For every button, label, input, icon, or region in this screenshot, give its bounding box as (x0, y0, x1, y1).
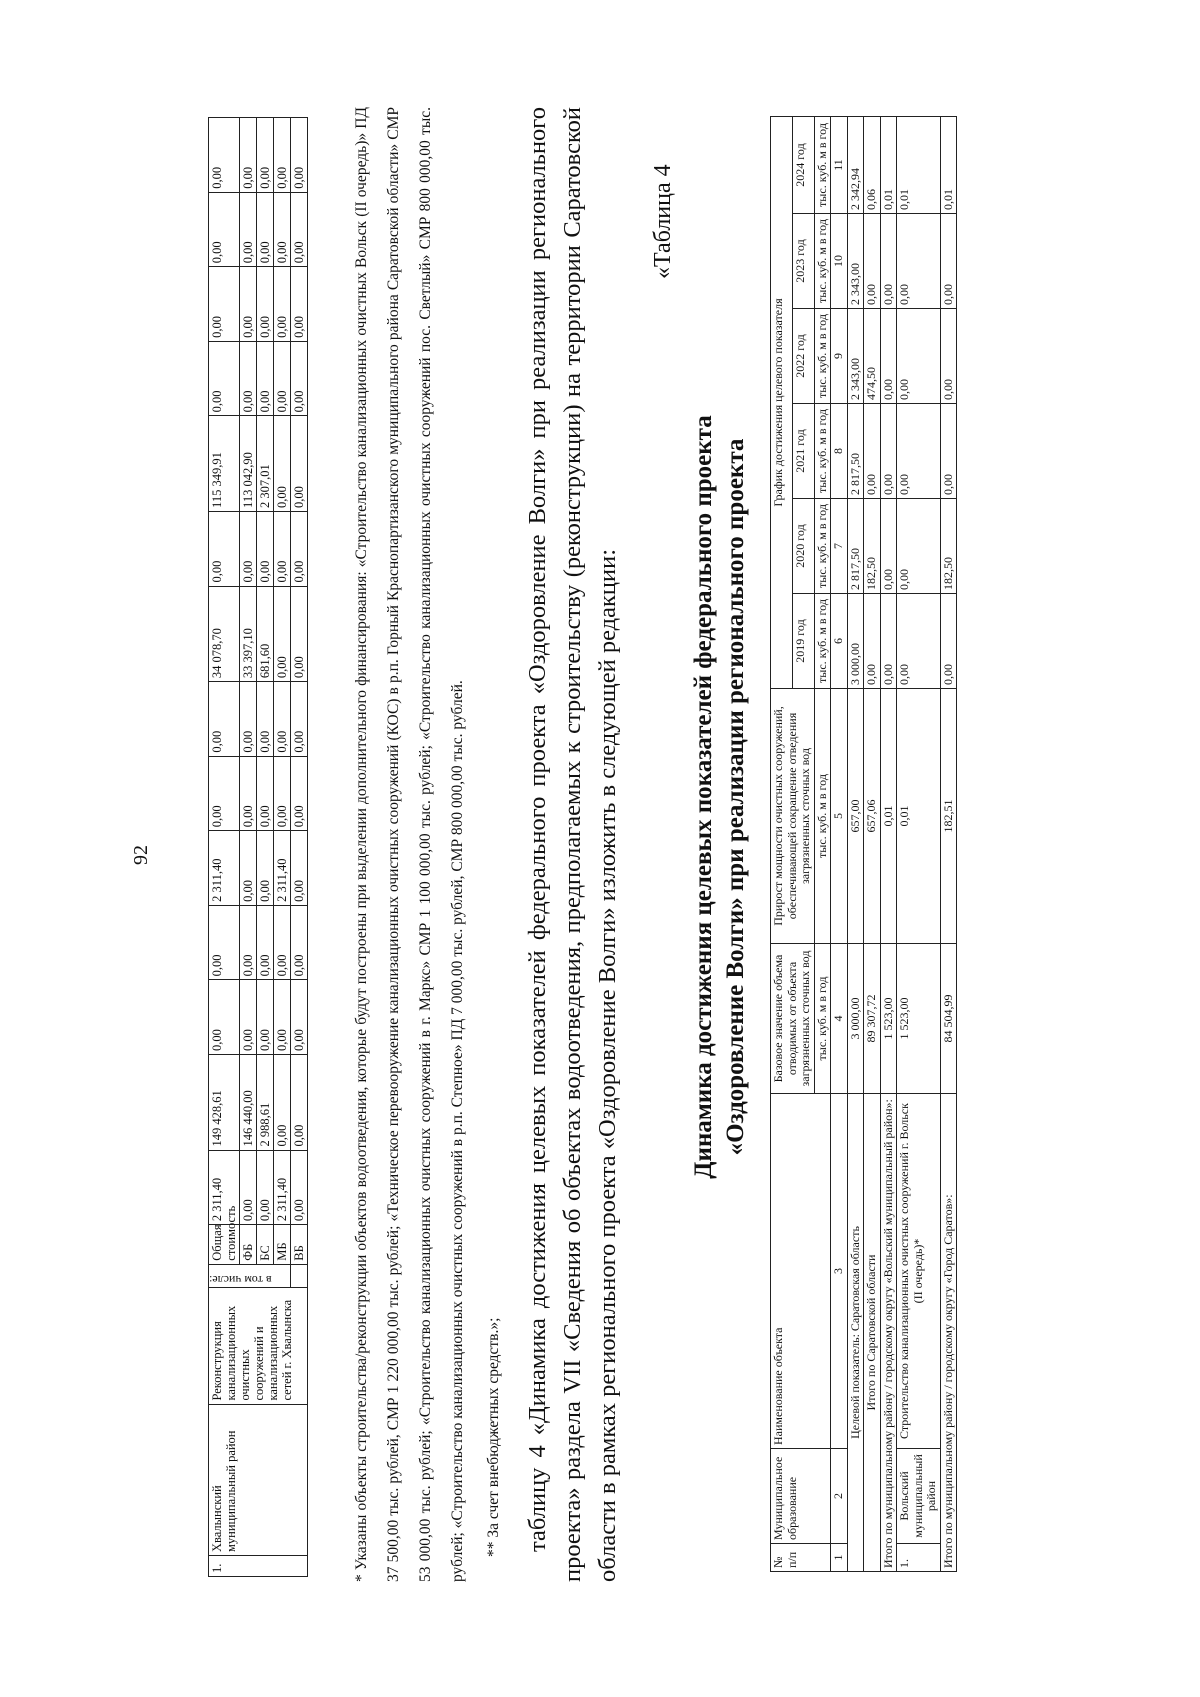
value-cell: 0,00 (257, 905, 274, 980)
value-cell: 0,00 (274, 756, 291, 831)
value-cell: 0,00 (880, 214, 897, 309)
table-row (209, 118, 240, 1577)
value-cell: 474,50 (864, 309, 881, 404)
value-cell: 0,01 (880, 689, 897, 944)
value-cell: 0,00 (240, 267, 257, 342)
value-cell: 2 311,40 (209, 1150, 240, 1225)
value-cell: 0,00 (257, 682, 274, 757)
row-label: Итого по муниципальному району / городскому округу «Вольский муниципальный район»: (880, 1094, 897, 1572)
title-line-2: «Оздоровление Волги» при реализации регионального проекта (722, 438, 749, 1156)
value-cell: 0,00 (240, 1150, 257, 1225)
value-cell: 3 000,00 (847, 594, 864, 689)
value-cell: 0,00 (257, 756, 274, 831)
value-cell: 182,50 (940, 499, 957, 594)
row-label: Целевой показатель: Саратовская область (847, 1094, 864, 1572)
value-cell: 0,00 (291, 267, 308, 342)
unit-cell: тыс. куб. м в год (814, 309, 831, 404)
value-cell: 0,00 (274, 1054, 291, 1150)
col-number: 1 (831, 1544, 848, 1572)
value-cell: 0,00 (209, 905, 240, 980)
source-label: БС (257, 1225, 274, 1265)
value-cell: 3 000,00 (847, 944, 864, 1094)
value-cell: 0,00 (240, 341, 257, 416)
financing-table (208, 117, 308, 1577)
project-cell: Реконструкция канализационных очистных сооружений и канализационных сетей г. Хвалынска (209, 1288, 308, 1405)
value-cell: 0,00 (240, 756, 257, 831)
value-cell: 0,00 (257, 118, 274, 193)
header-base: Базовое значение объема отводимых от объекта загрязненных сточных вод (771, 944, 815, 1094)
value-cell: 0,00 (291, 905, 308, 980)
value-cell: 0,00 (864, 594, 881, 689)
value-cell: 0,00 (209, 682, 240, 757)
value-cell: 0,00 (274, 416, 291, 512)
col-number: 5 (831, 689, 848, 944)
col-number: 8 (831, 404, 848, 499)
amendment-paragraph (520, 107, 625, 1582)
row-number: 1. (897, 1544, 941, 1572)
value-cell: 0,00 (291, 192, 308, 267)
unit-cell: тыс. куб. м в год (814, 499, 831, 594)
footnote-extrabudget: ** За счет внебюджетных средств.»; (485, 1317, 502, 1557)
value-cell: 0,00 (880, 309, 897, 404)
value-cell: 34 078,70 (209, 586, 240, 682)
value-cell: 146 440,00 (240, 1054, 257, 1150)
footnote-objects: * Указаны объекты строительства/реконструкции объектов водоотведения, которые будут построены при выделении дополнительного финансирования: «Строительство канализационных очистных Вольск (II очередь)» ПД 37 500,00 тыс. рублей, СМР 1 220 000,00 тыс. рублей; «Техническое перевооружение канализационных очистных сооружений (КОС) в р.п. Горный Краснопартизанского муниципального района Саратовской области» СМР 53 000,00 тыс. рублей; «Строительство канализационных очистных сооружений в г. Маркс» СМР 1 100 000,00 тыс. рублей; «Строительство канализационных очистных сооружений пос. Светлый» СМР 800 000,00 тыс. рублей; «Строительство канализационных очистных сооружений в р.п. Степное» ПД 7 000,00 тыс. рублей, СМР 800 000,00 тыс. рублей. (353, 107, 466, 1582)
value-cell: 0,00 (864, 404, 881, 499)
source-label: МБ (274, 1225, 291, 1265)
value-cell: 0,00 (880, 499, 897, 594)
col-number: 6 (831, 594, 848, 689)
value-cell: 0,00 (240, 980, 257, 1055)
col-number: 3 (831, 1094, 848, 1449)
header-year: 2020 год (792, 499, 814, 594)
value-cell: 0,00 (897, 499, 941, 594)
value-cell: 0,00 (291, 980, 308, 1055)
value-cell: 89 307,72 (864, 944, 881, 1094)
unit-cell: тыс. куб. м в год (814, 944, 831, 1094)
value-cell: 0,00 (880, 404, 897, 499)
value-cell: 0,00 (257, 192, 274, 267)
header-year: 2023 год (792, 214, 814, 309)
value-cell: 0,00 (940, 214, 957, 309)
col-number: 10 (831, 214, 848, 309)
col-number: 9 (831, 309, 848, 404)
value-cell: 0,00 (291, 416, 308, 512)
value-cell: 2 311,40 (274, 831, 291, 906)
value-cell: 0,00 (209, 267, 240, 342)
value-cell: 0,00 (240, 511, 257, 586)
value-cell: 2 817,50 (847, 404, 864, 499)
table-title (688, 197, 752, 1397)
value-cell: 2 817,50 (847, 499, 864, 594)
value-cell: 0,00 (880, 594, 897, 689)
table-label: «Таблица 4 (650, 164, 676, 279)
table-row (940, 116, 957, 1571)
value-cell: 657,00 (847, 689, 864, 944)
value-cell: 2 307,01 (257, 416, 274, 512)
row-number: 1. (209, 1556, 308, 1577)
value-cell: 0,00 (274, 118, 291, 193)
value-cell: 0,00 (274, 980, 291, 1055)
value-cell: 149 428,61 (209, 1054, 240, 1150)
value-cell: 0,00 (240, 831, 257, 906)
value-cell: 657,06 (864, 689, 881, 944)
value-cell: 0,00 (940, 594, 957, 689)
value-cell: 2 311,40 (274, 1150, 291, 1225)
value-cell: 0,00 (864, 214, 881, 309)
value-cell: 0,00 (291, 586, 308, 682)
source-label: ФБ (240, 1225, 257, 1265)
value-cell: 0,00 (209, 118, 240, 193)
header-year: 2019 год (792, 594, 814, 689)
value-cell: 0,00 (940, 404, 957, 499)
table-row (880, 116, 897, 1571)
value-cell: 0,00 (209, 980, 240, 1055)
value-cell: 0,00 (257, 831, 274, 906)
value-cell: 0,00 (209, 192, 240, 267)
target-indicators-table (770, 116, 957, 1572)
value-cell: 2 343,00 (847, 214, 864, 309)
value-cell: 182,51 (940, 689, 957, 944)
value-cell: 0,00 (274, 511, 291, 586)
value-cell: 0,00 (274, 682, 291, 757)
col-number: 7 (831, 499, 848, 594)
value-cell: 0,01 (897, 689, 941, 944)
value-cell: 33 397,10 (240, 586, 257, 682)
value-cell: 0,00 (274, 586, 291, 682)
row-label: Итого по Саратовской области (864, 1094, 881, 1572)
value-cell: 2 343,00 (847, 309, 864, 404)
header-growth: Прирост мощности очистных сооружений, обеспечивающей сокращение отведения загрязненных сточных вод (771, 689, 815, 944)
header-object: Наименование объекта (771, 1094, 831, 1449)
value-cell: 681,60 (257, 586, 274, 682)
header-year: 2022 год (792, 309, 814, 404)
page-number: 92 (130, 845, 152, 865)
header-year: 2024 год (792, 116, 814, 213)
empty-cell (291, 1264, 308, 1287)
value-cell: 0,00 (209, 756, 240, 831)
row-label: Итого по муниципальному району / городскому округу «Город Саратов»: (940, 1094, 957, 1572)
value-cell: 0,00 (897, 404, 941, 499)
value-cell: 0,00 (291, 341, 308, 416)
unit-cell: тыс. куб. м в год (814, 116, 831, 213)
value-cell: 1 523,00 (880, 944, 897, 1094)
value-cell: 0,00 (240, 905, 257, 980)
value-cell: 0,00 (274, 341, 291, 416)
value-cell: 0,01 (880, 116, 897, 213)
col-number: 4 (831, 944, 848, 1094)
value-cell: 2 342,94 (847, 116, 864, 213)
value-cell: 0,00 (257, 511, 274, 586)
unit-cell: тыс. куб. м в год (814, 689, 831, 944)
col-number: 11 (831, 116, 848, 213)
value-cell: 113 042,90 (240, 416, 257, 512)
value-cell: 115 349,91 (209, 416, 240, 512)
value-cell: 0,06 (864, 116, 881, 213)
header-num: № п/п (771, 1544, 831, 1572)
value-cell: 0,00 (240, 682, 257, 757)
value-cell: 0,00 (257, 341, 274, 416)
table-row (771, 116, 793, 1571)
source-label: ВБ (291, 1225, 308, 1265)
table-row (864, 116, 881, 1571)
value-cell: 0,00 (257, 1150, 274, 1225)
value-cell: 0,01 (940, 116, 957, 213)
paragraph-text: таблицу 4 «Динамика достижения целевых показателей федерального проекта «Оздоровление Волги» при реализации регионального проекта» раздела VII «Сведения об объектах водоотведения, предполагаемых к строительству (реконструкции) на территории Саратовской области в рамках регионального проекта «Оздоровление Волги» изложить в следующей редакции: (524, 107, 621, 1582)
value-cell: 0,00 (209, 341, 240, 416)
value-cell: 0,01 (897, 116, 941, 213)
value-cell: 84 504,99 (940, 944, 957, 1094)
table-row (847, 116, 864, 1571)
value-cell: 0,00 (291, 682, 308, 757)
value-cell: 2 988,61 (257, 1054, 274, 1150)
value-cell: 0,00 (291, 1054, 308, 1150)
value-cell: 0,00 (940, 309, 957, 404)
value-cell: 1 523,00 (897, 944, 941, 1094)
value-cell: 0,00 (274, 267, 291, 342)
value-cell: 0,00 (209, 511, 240, 586)
table-row (831, 116, 848, 1571)
value-cell: 2 311,40 (209, 831, 240, 906)
value-cell: 0,00 (291, 1150, 308, 1225)
value-cell: 0,00 (274, 905, 291, 980)
value-cell: 0,00 (257, 980, 274, 1055)
header-year: 2021 год (792, 404, 814, 499)
value-cell: 0,00 (291, 831, 308, 906)
object-cell: Строительство канализационных очистных сооружений г. Вольск (II очередь)* (897, 1094, 941, 1449)
value-cell: 0,00 (240, 192, 257, 267)
header-municipality: Муниципальное образование (771, 1449, 831, 1544)
value-cell: 0,00 (897, 594, 941, 689)
total-label: Общая стоимость (209, 1225, 240, 1265)
unit-cell: тыс. куб. м в год (814, 404, 831, 499)
value-cell: 0,00 (897, 309, 941, 404)
region-cell: Хвалынский муниципальный район (209, 1404, 308, 1555)
incl-label-cell (209, 1264, 291, 1287)
value-cell: 0,00 (257, 267, 274, 342)
table-row (897, 116, 941, 1571)
col-number: 2 (831, 1449, 848, 1544)
title-line-1: Динамика достижения целевых показателей федерального проекта (690, 415, 717, 1179)
municipality-cell: Вольский муниципальный район (897, 1449, 941, 1544)
value-cell: 0,00 (291, 118, 308, 193)
unit-cell: тыс. куб. м в год (814, 214, 831, 309)
value-cell: 0,00 (240, 118, 257, 193)
value-cell: 0,00 (291, 756, 308, 831)
incl-label: в том числе: (209, 1273, 272, 1288)
value-cell: 182,50 (864, 499, 881, 594)
header-schedule: График достижения целевого показателя (771, 116, 793, 688)
value-cell: 0,00 (897, 214, 941, 309)
unit-cell: тыс. куб. м в год (814, 594, 831, 689)
value-cell: 0,00 (291, 511, 308, 586)
value-cell: 0,00 (274, 192, 291, 267)
